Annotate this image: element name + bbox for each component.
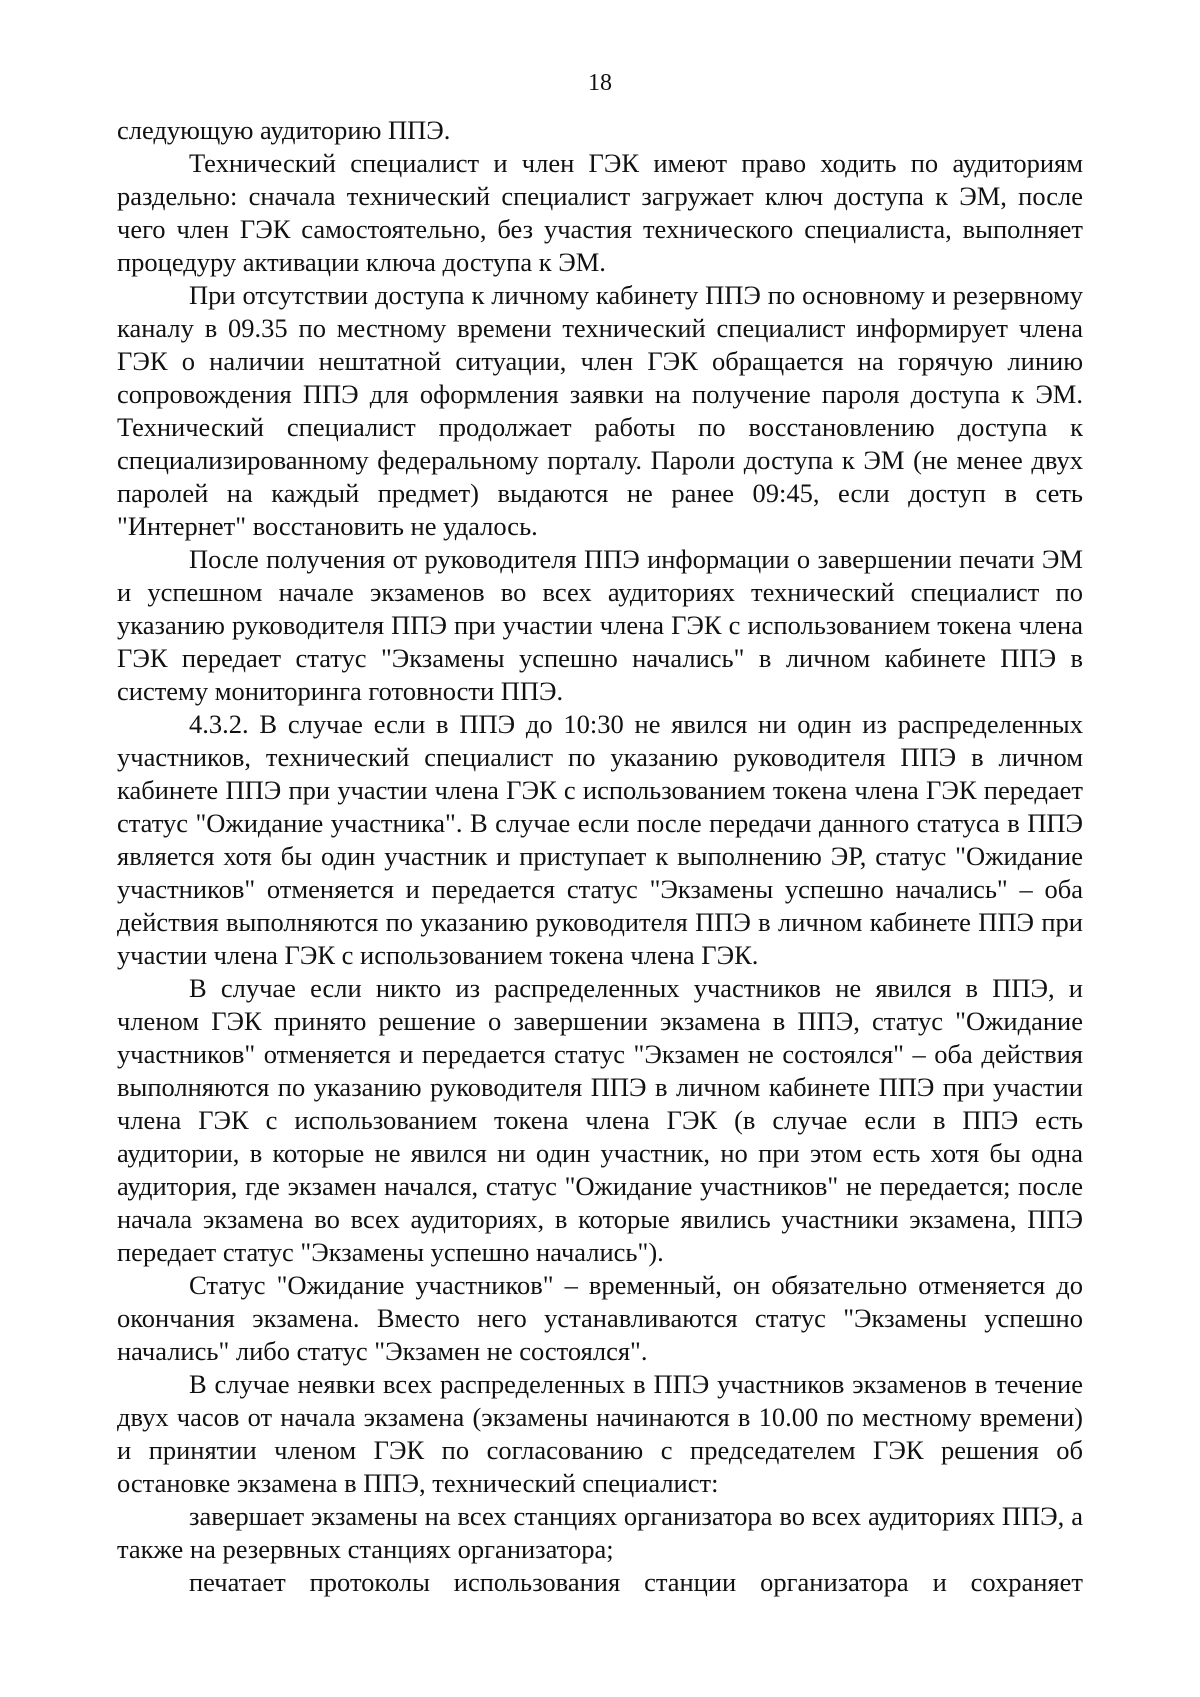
paragraph-6: В случае если никто из распределенных участников не явился в ППЭ, и членом ГЭК принято решение о завершении экзамена в ППЭ, статус "Ожидание участников" отменяется и передается статус "Экзамен не состоялся" – оба действия выполняются по указанию руководителя ППЭ в личном кабинете ППЭ при участии члена ГЭК с использованием токена члена ГЭК (в случае если в ППЭ есть аудитории, в которые не явился ни один участник, но при этом есть хотя бы одна аудитория, где экзамен начался, статус "Ожидание участников" не передается; после начала экзамена во всех аудиториях, в которые явились участники экзамена, ППЭ передает статус "Экзамены успешно начались"). [117, 973, 1083, 1267]
paragraph-8: В случае неявки всех распределенных в ППЭ участников экзаменов в течение двух часов от начала экзамена (экзамены начинаются в 10.00 по местному времени) и принятии членом ГЭК по согласованию с председателем ГЭК решения об остановке экзамена в ППЭ, технический специалист: [117, 1369, 1083, 1498]
paragraph-7: Статус "Ожидание участников" – временный, он обязательно отменяется до окончания экзамена. Вместо него устанавливаются статус "Экзамены успешно начались" либо статус "Экзамен не состоялся". [117, 1270, 1083, 1366]
paragraph-3: При отсутствии доступа к личному кабинету ППЭ по основному и резервному каналу в 09.35 по местному времени технический специалист информирует члена ГЭК о наличии нештатной ситуации, член ГЭК обращается на горячую линию сопровождения ППЭ для оформления заявки на получение пароля доступа к ЭМ. Технический специалист продолжает работы по восстановлению доступа к специализированному федеральному порталу. Пароли доступа к ЭМ (не менее двух паролей на каждый предмет) выдаются не ранее 09:45, если доступ в сеть "Интернет" восстановить не удалось. [117, 280, 1083, 541]
paragraph-5: 4.3.2. В случае если в ППЭ до 10:30 не явился ни один из распределенных участников, технический специалист по указанию руководителя ППЭ в личном кабинете ППЭ при участии члена ГЭК с использованием токена члена ГЭК передает статус "Ожидание участника". В случае если после передачи данного статуса в ППЭ является хотя бы один участник и приступает к выполнению ЭР, статус "Ожидание участников" отменяется и передается статус "Экзамены успешно начались" – оба действия выполняются по указанию руководителя ППЭ в личном кабинете ППЭ при участии члена ГЭК с использованием токена члена ГЭК. [117, 709, 1083, 970]
paragraph-4: После получения от руководителя ППЭ информации о завершении печати ЭМ и успешном начале экзаменов во всех аудиториях технический специалист по указанию руководителя ППЭ при участии члена ГЭК с использованием токена члена ГЭК передает статус "Экзамены успешно начались" в личном кабинете ППЭ в систему мониторинга готовности ППЭ. [117, 544, 1083, 706]
body-text [117, 114, 1083, 1599]
paragraph-10: печатает протоколы использования станции организатора и сохраняет [189, 1567, 1083, 1597]
paragraph-2: Технический специалист и член ГЭК имеют право ходить по аудиториям раздельно: сначала технический специалист загружает ключ доступа к ЭМ, после чего член ГЭК самостоятельно, без участия технического специалиста, выполняет процедуру активации ключа доступа к ЭМ. [117, 148, 1083, 277]
paragraph-9: завершает экзамены на всех станциях организатора во всех аудиториях ППЭ, а также на резервных станциях организатора; [117, 1501, 1083, 1564]
page-number: 18 [588, 70, 612, 96]
paragraph-1: следующую аудиторию ППЭ. [117, 115, 451, 145]
